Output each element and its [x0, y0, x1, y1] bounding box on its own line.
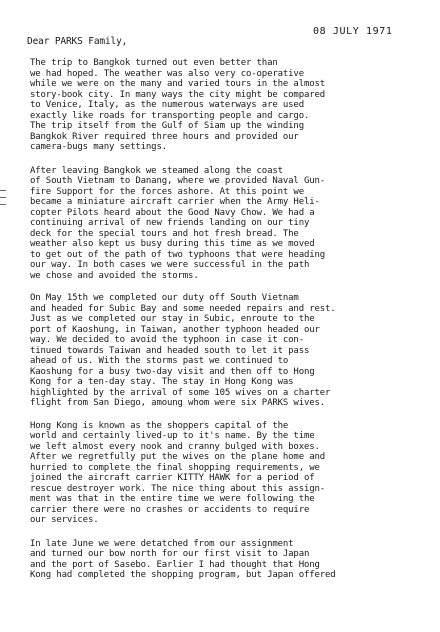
binder-mark [0, 190, 6, 191]
text-line: our services. [30, 515, 99, 525]
text-line: After leaving Bangkok we steamed along the coast [30, 165, 283, 176]
text-line: of South Vietnam to Danang, where we provided Naval Gun- [30, 176, 326, 186]
text-line: fire Support for the forces ashore. At this point we [30, 186, 304, 197]
letter-date: 08 JULY 1971 [313, 26, 393, 37]
text-line: and turned our bow north for our first visit to Japan [30, 549, 310, 559]
text-line: Kong had completed the shopping program, but Japan offered [30, 570, 336, 580]
text-line: deck for the special tours and hot fresh bread. The [30, 228, 299, 239]
text-line: joined the aircraft carrier KITTY HAWK for a period of [30, 473, 315, 483]
letter-body [30, 58, 438, 592]
text-line: while we were on the many and varied tours in the almost [30, 79, 326, 89]
text-line: tinued towards Taiwan and headed south to let it pass [30, 345, 310, 356]
text-line: ment was that in the entire time we were following the [30, 494, 315, 504]
paragraph-hong-kong [30, 421, 438, 526]
text-line: On May 15th we completed our duty off South Vietnam [30, 293, 299, 303]
text-line: we chose and avoided the storms. [30, 270, 199, 281]
text-line: rescue destroyer work. The nice thing about this assign- [30, 483, 326, 494]
paragraph-bangkok [30, 58, 438, 153]
text-line: world and certainly lived-up to it's name. By the time [30, 431, 315, 441]
binder-mark [0, 204, 6, 205]
paragraph-subic-bay [30, 293, 438, 409]
paragraph-japan [30, 539, 438, 581]
text-line: Just as we completed our stay in Subic, enroute to the [30, 314, 315, 324]
text-line: carrier there were no crashes or accidents to require [30, 504, 310, 515]
text-line: continuing arrival of new friends landing on our tiny [30, 218, 310, 228]
text-line: Bangkok River required three hours and provided our [30, 131, 299, 142]
text-line: and headed for Subic Bay and some needed repairs and rest. [30, 303, 336, 314]
text-line: we left almost every nook and cranny bulged with boxes. [30, 441, 320, 452]
text-line: way. We decided to avoid the typhoon in case it con- [30, 335, 304, 345]
text-line: weather also kept us busy during this time as we moved [30, 239, 315, 249]
text-line: Kong for a ten-day stay. The stay in Hong Kong was [30, 377, 294, 387]
text-line: story-book city. In many ways the city might be compared [30, 89, 326, 100]
text-line: exactly like roads for transporting people and cargo. [30, 110, 310, 121]
letter-salutation: Dear PARKS Family, [27, 36, 128, 47]
text-line: camera-bugs many settings. [30, 142, 167, 152]
binder-marks [0, 190, 7, 210]
text-line: ahead of us. With the storms past we continued to [30, 356, 289, 366]
text-line: we had hoped. The weather was also very co-operative [30, 68, 304, 79]
text-line: port of Kaoshung, in Taiwan, another typhoon headed our [30, 324, 320, 335]
text-line: to get out of the path of two typhoons that were heading [30, 249, 326, 260]
text-line: The trip itself from the Gulf of Siam up the winding [30, 121, 304, 131]
text-line: Hong Kong is known as the shoppers capital of the [30, 420, 289, 431]
text-line: flight from San Diego, amoung whom were six PARKS wives. [30, 398, 326, 408]
binder-mark [0, 197, 6, 198]
text-line: Kaoshung for a busy two-day visit and then off to Hong [30, 366, 315, 377]
text-line: became a miniature aircraft carrier when the Army Heli- [30, 197, 320, 207]
text-line: and the port of Sasebo. Earlier I had thought that Hong [30, 559, 320, 570]
text-line: highlighted by the arrival of some 105 wives on a charter [30, 387, 331, 398]
text-line: our way. In both cases we were successful in the path [30, 260, 310, 270]
text-line: In late June we were detatched from our assignment [30, 538, 294, 549]
text-line: The trip to Bangkok turned out even better than [30, 58, 278, 68]
text-line: to Venice, Italy, as the numerous waterways are used [30, 100, 304, 110]
text-line: hurried to complete the final shopping requirements, we [30, 462, 320, 473]
text-line: After we regretfully put the wives on the plane home and [30, 452, 326, 462]
paragraph-danang [30, 166, 438, 282]
text-line: copter Pilots heard about the Good Navy Chow. We had a [30, 207, 315, 218]
